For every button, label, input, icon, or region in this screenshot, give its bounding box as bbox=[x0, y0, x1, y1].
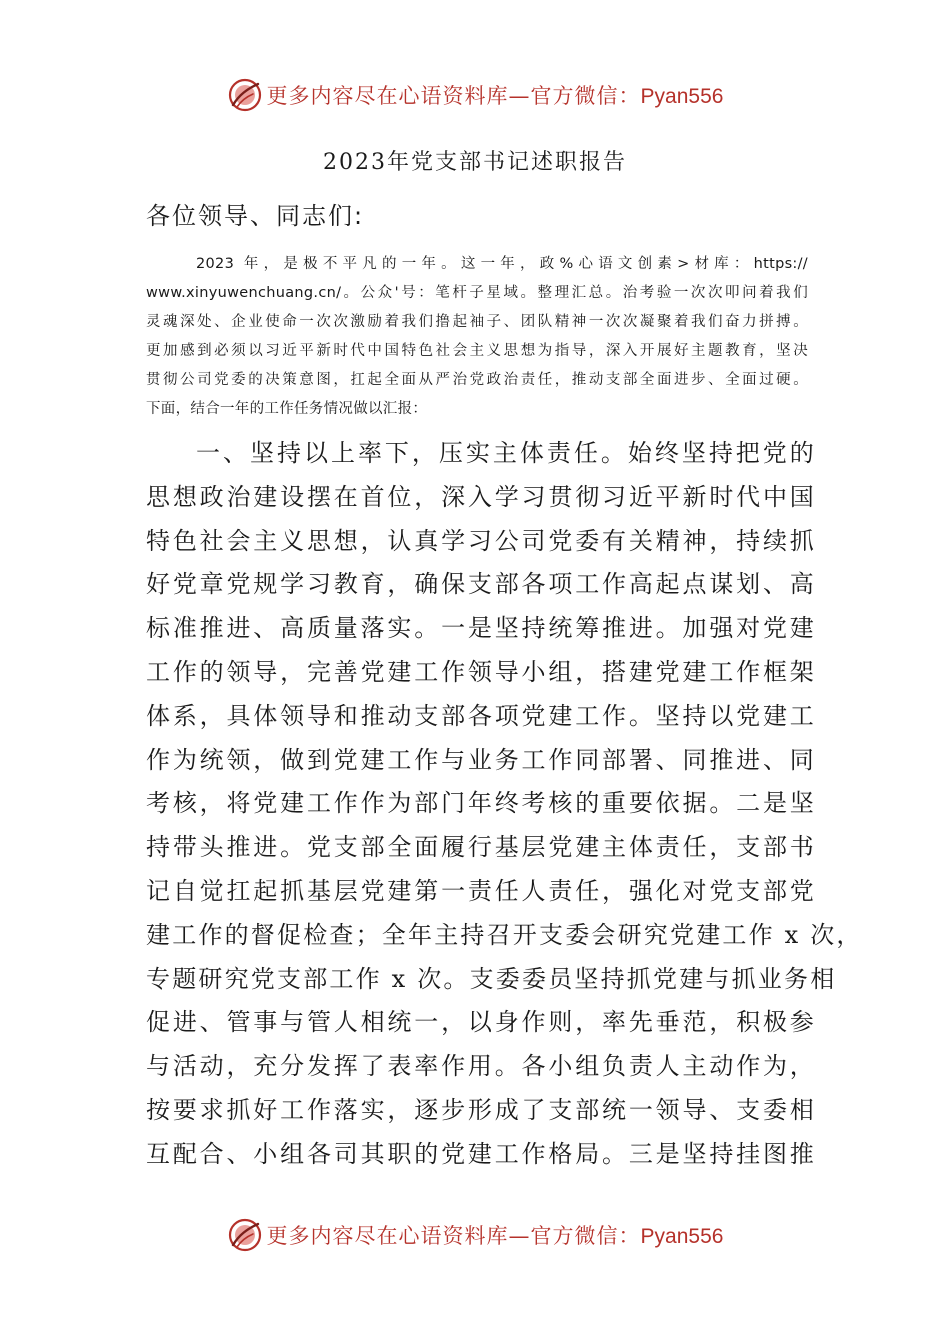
body-line: 按要求抓好工作落实，逐步形成了支部统一领导、支委相 bbox=[146, 1095, 816, 1124]
body-line: 好党章党规学习教育，确保支部各项工作高起点谋划、高 bbox=[146, 570, 816, 599]
body-line: 持带头推进。党支部全面履行基层党建主体责任，支部书 bbox=[146, 833, 816, 862]
body-line: 特色社会主义思想，认真学习公司党委有关精神，持续抓 bbox=[146, 526, 816, 555]
body-line: 记自觉扛起抓基层党建第一责任人责任，强化对党支部党 bbox=[146, 876, 816, 905]
intro-line: 下面，结合一年的工作任务情况做以汇报： bbox=[146, 401, 428, 417]
watermark-text: 更多内容尽在心语资料库—官方微信：Pyan556 bbox=[266, 1224, 724, 1248]
logo-icon bbox=[227, 1217, 263, 1253]
watermark-header bbox=[0, 70, 950, 120]
intro-line: 贯彻公司党委的决策意图，扛起全面从严治党政治责任，推动支部全面进步、全面过硬。 bbox=[146, 372, 808, 388]
body-line: 考核，将党建工作作为部门年终考核的重要依据。二是坚 bbox=[146, 789, 816, 818]
body-line: 作为统领，做到党建工作与业务工作同部署、同推进、同 bbox=[146, 745, 816, 774]
watermark-text: 更多内容尽在心语资料库—官方微信：Pyan556 bbox=[266, 84, 724, 108]
intro-line: 灵魂深处、企业使命一次次激励着我们撸起袖子、团队精神一次次凝聚着我们奋力拼搏。 bbox=[146, 314, 808, 330]
body-paragraph bbox=[146, 432, 863, 1177]
body-line: 思想政治建设摆在首位，深入学习贯彻习近平新时代中国 bbox=[146, 482, 816, 511]
intro-line: 更加感到必须以习近平新时代中国特色社会主义思想为指导，深入开展好主题教育，坚决 bbox=[146, 343, 808, 359]
body-line: 体系，具体领导和推动支部各项党建工作。坚持以党建工 bbox=[146, 701, 816, 730]
body-line: 工作的领导，完善党建工作领导小组，搭建党建工作框架 bbox=[146, 657, 816, 686]
document-title: 2023年党支部书记述职报告 bbox=[323, 150, 627, 175]
intro-paragraph bbox=[146, 250, 808, 424]
body-line: 标准推进、高质量落实。一是坚持统筹推进。加强对党建 bbox=[146, 614, 816, 643]
body-line: 互配合、小组各司其职的党建工作格局。三是坚持挂图推 bbox=[146, 1139, 816, 1168]
intro-line: 2023 年，是极不平凡的一年。这一年，政%心语文创素>材库：https:// bbox=[196, 256, 808, 272]
body-line: 促进、管事与管人相统一，以身作则，率先垂范，积极参 bbox=[146, 1008, 816, 1037]
greeting: 各位领导、同志们: bbox=[146, 202, 365, 230]
body-line: 建工作的督促检查；全年主持召开支委会研究党建工作 x 次， bbox=[146, 920, 863, 949]
body-line: 一、坚持以上率下，压实主体责任。始终坚持把党的 bbox=[196, 439, 816, 467]
body-line: 与活动，充分发挥了表率作用。各小组负责人主动作为， bbox=[146, 1052, 816, 1081]
logo-icon bbox=[227, 77, 263, 113]
watermark-footer bbox=[0, 1210, 950, 1260]
intro-line: www.xinyuwenchuang.cn/。公众'号：笔杆子星域。整理汇总。治考验一次次叩问着我们 bbox=[146, 285, 808, 301]
body-line: 专题研究党支部工作 x 次。支委委员坚持抓党建与抓业务相 bbox=[146, 964, 837, 993]
